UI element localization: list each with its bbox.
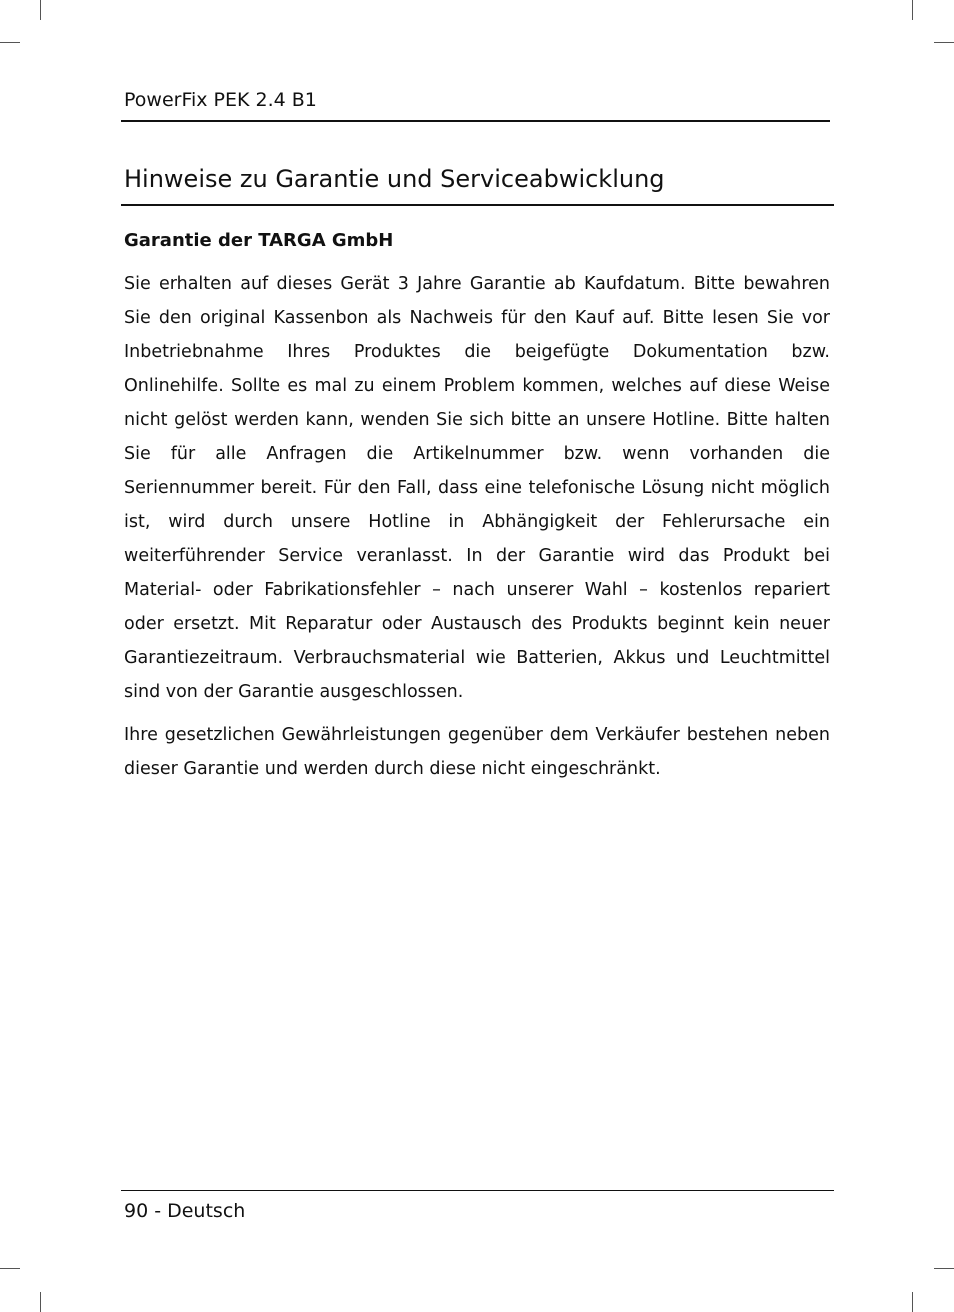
text-line: Sie für alle Anfragen die Artikelnummer bzw. wenn vorhanden die xyxy=(124,444,830,464)
section-title: Hinweise zu Garantie und Serviceabwicklung xyxy=(124,165,665,193)
subheading: Garantie der TARGA GmbH xyxy=(124,230,394,251)
text-line: Sie den original Kassenbon als Nachweis für den Kauf auf. Bitte lesen Sie vor xyxy=(124,308,830,328)
text-line: Ihre gesetzlichen Gewährleistungen gegenüber dem Verkäufer bestehen neben xyxy=(124,725,830,745)
text-line: nicht gelöst werden kann, wenden Sie sich bitte an unsere Hotline. Bitte halten xyxy=(124,410,830,430)
text-line: Inbetriebnahme Ihres Produktes die beigefügte Dokumentation bzw. xyxy=(124,342,830,362)
text-line: dieser Garantie und werden durch diese nicht eingeschränkt. xyxy=(124,759,661,779)
paragraph-warranty xyxy=(124,267,830,709)
text-line: sind von der Garantie ausgeschlossen. xyxy=(124,682,464,702)
paragraph-gap xyxy=(124,709,830,718)
crop-mark-top-right-h xyxy=(934,42,954,43)
crop-mark-bottom-left xyxy=(40,1292,41,1312)
section-rule xyxy=(121,204,834,206)
running-header: PowerFix PEK 2.4 B1 xyxy=(124,89,317,111)
crop-mark-top-right xyxy=(912,0,913,20)
paragraph-statutory-rights xyxy=(124,718,830,786)
page-footer: 90 - Deutsch xyxy=(124,1200,246,1222)
crop-mark-top-left-h xyxy=(0,42,20,43)
text-line: Seriennummer bereit. Für den Fall, dass eine telefonische Lösung nicht möglich xyxy=(124,478,830,498)
header-rule xyxy=(121,120,830,122)
body-text xyxy=(124,267,830,786)
text-line: ist, wird durch unsere Hotline in Abhängigkeit der Fehlerursache ein xyxy=(124,512,830,532)
text-line: Garantiezeitraum. Verbrauchsmaterial wie Batterien, Akkus und Leuchtmittel xyxy=(124,648,830,668)
crop-mark-top-left xyxy=(40,0,41,20)
text-line: Sie erhalten auf dieses Gerät 3 Jahre Garantie ab Kaufdatum. Bitte bewahren xyxy=(124,274,830,294)
text-line: weiterführender Service veranlasst. In der Garantie wird das Produkt bei xyxy=(124,546,830,566)
text-line: Onlinehilfe. Sollte es mal zu einem Problem kommen, welches auf diese Weise xyxy=(124,376,830,396)
text-line: oder ersetzt. Mit Reparatur oder Austausch des Produkts beginnt kein neuer xyxy=(124,614,830,634)
crop-mark-bottom-right-h xyxy=(934,1268,954,1269)
crop-mark-bottom-right xyxy=(912,1292,913,1312)
footer-rule xyxy=(121,1190,834,1191)
crop-mark-bottom-left-h xyxy=(0,1268,20,1269)
text-line: Material- oder Fabrikationsfehler – nach unserer Wahl – kostenlos repariert xyxy=(124,580,830,600)
